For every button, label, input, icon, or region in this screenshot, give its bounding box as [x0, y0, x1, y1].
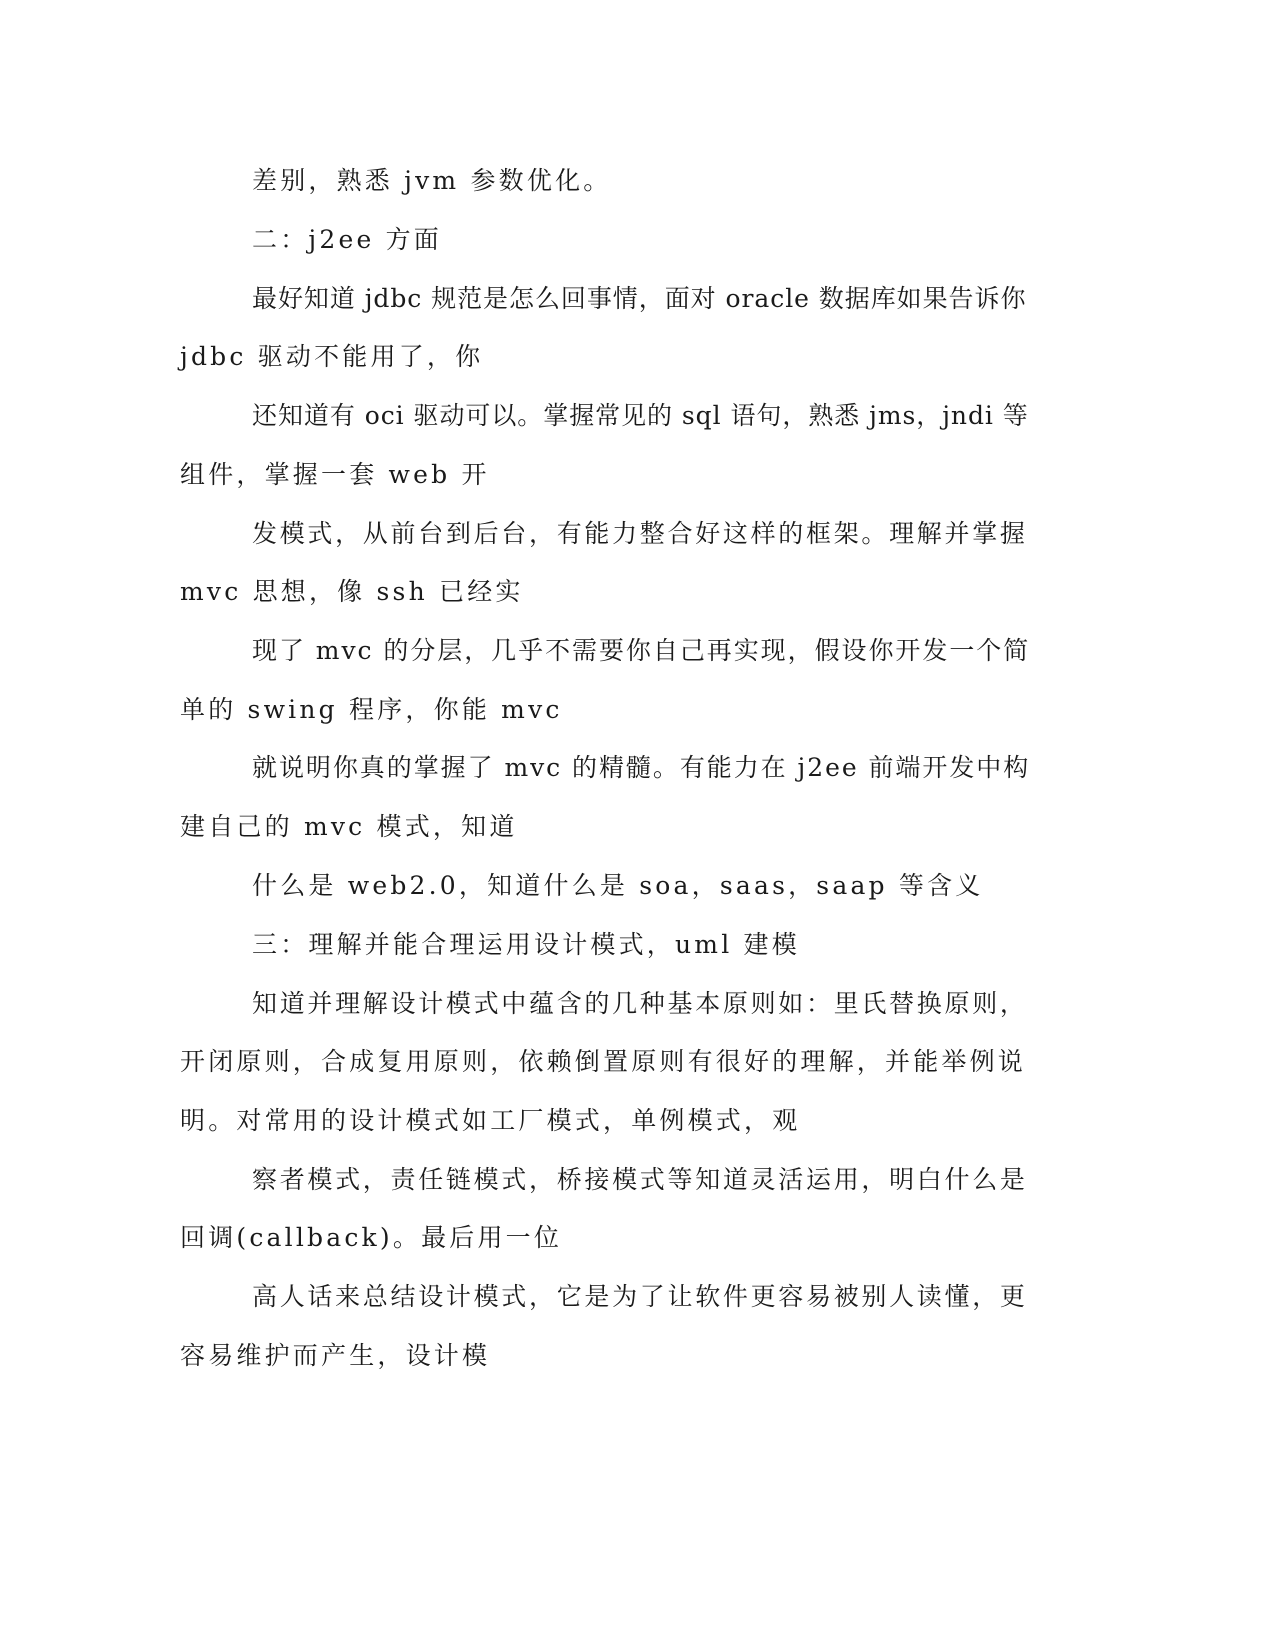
- paragraph-line: 发模式，从前台到后台，有能力整合好这样的框架。理解并掌握: [252, 519, 1028, 548]
- paragraph-line: 明。对常用的设计模式如工厂模式，单例模式，观: [180, 1106, 801, 1135]
- paragraph-line: 就说明你真的掌握了 mvc 的精髓。有能力在 j2ee 前端开发中构: [252, 753, 1031, 782]
- paragraph-line: 高人话来总结设计模式，它是为了让软件更容易被别人读懂，更: [252, 1282, 1028, 1311]
- paragraph-line: 建自己的 mvc 模式，知道: [180, 812, 518, 841]
- section-heading-design-patterns: 三：理解并能合理运用设计模式，uml 建模: [252, 930, 800, 959]
- paragraph-line: 知道并理解设计模式中蕴含的几种基本原则如：里氏替换原则，: [252, 989, 1028, 1018]
- paragraph-line: mvc 思想，像 ssh 已经实: [180, 577, 524, 606]
- paragraph-line: 最好知道 jdbc 规范是怎么回事情，面对 oracle 数据库如果告诉你: [252, 284, 1027, 313]
- paragraph-line: 还知道有 oci 驱动可以。掌握常见的 sql 语句，熟悉 jms，jndi 等: [252, 401, 1029, 430]
- paragraph-line: 组件，掌握一套 web 开: [180, 460, 490, 489]
- paragraph-line: 容易维护而产生，设计模: [180, 1341, 491, 1370]
- paragraph-line: 现了 mvc 的分层，几乎不需要你自己再实现，假设你开发一个简: [252, 636, 1031, 665]
- paragraph-line: 察者模式，责任链模式，桥接模式等知道灵活运用，明白什么是: [252, 1165, 1028, 1194]
- paragraph-line: 开闭原则，合成复用原则，依赖倒置原则有很好的理解，并能举例说: [180, 1047, 1027, 1076]
- paragraph-line: 差别，熟悉 jvm 参数优化。: [252, 166, 612, 195]
- paragraph-line: 单的 swing 程序，你能 mvc: [180, 695, 563, 724]
- paragraph-line: 回调(callback)。最后用一位: [180, 1223, 563, 1252]
- section-heading-j2ee: 二：j2ee 方面: [252, 225, 442, 254]
- paragraph-line: 什么是 web2.0，知道什么是 soa，saas，saap 等含义: [252, 871, 984, 900]
- paragraph-line: jdbc 驱动不能用了，你: [180, 342, 484, 371]
